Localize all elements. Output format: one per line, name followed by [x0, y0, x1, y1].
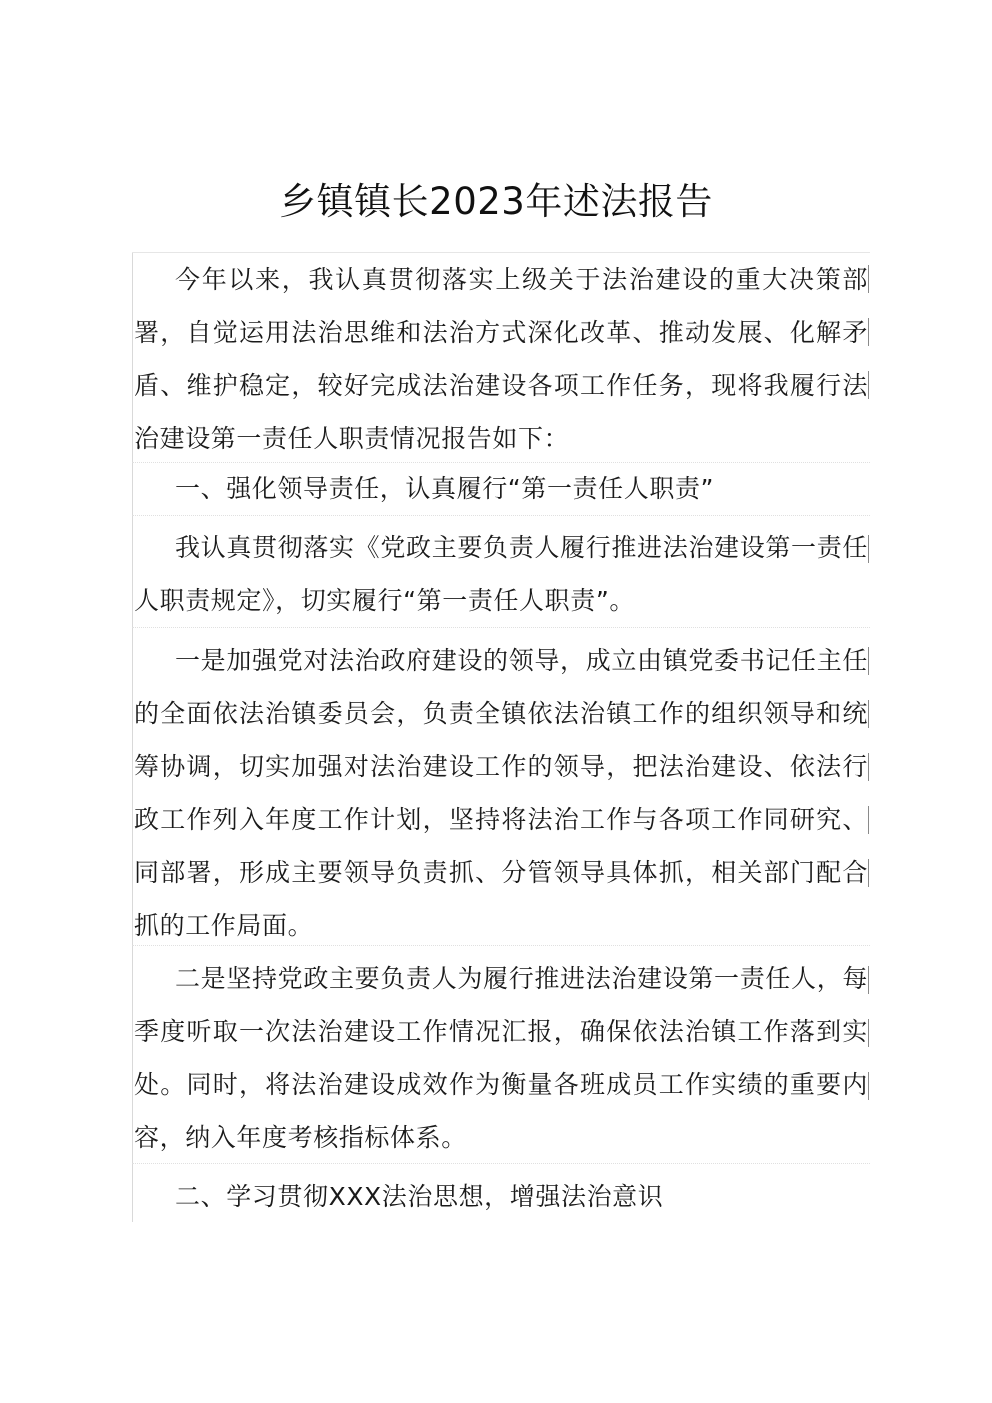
- section-separator: [132, 1163, 870, 1164]
- line-marker: [868, 859, 869, 887]
- line-marker: [868, 806, 869, 834]
- line-marker: [868, 700, 869, 728]
- line-marker: [868, 1019, 869, 1047]
- line-marker: [868, 647, 869, 675]
- heading-section-2: 二、学习贯彻XXX法治思想，增强法治意识: [175, 1182, 664, 1211]
- document-title: 乡镇镇长2023年述法报告: [279, 180, 713, 223]
- heading-section-1: 一、强化领导责任，认真履行“第一责任人职责”: [175, 474, 715, 503]
- paragraph-point-1: 一是加强党对法治政府建设的领导，成立由镇党委书记任主任的全面依法治镇委员会，负责全镇依法治镇工作的组织领导和统筹协调，切实加强对法治建设工作的领导，把法治建设、依法行政工作列入年度工作计划，坚持将法治工作与各项工作同研究、同部署，形成主要领导负责抓、分管领导具体抓，相关部门配合抓的工作局面。: [134, 646, 868, 940]
- paragraph-point-2: 二是坚持党政主要负责人为履行推进法治建设第一责任人，每季度听取一次法治建设工作情况汇报，确保依法治镇工作落到实处。同时，将法治建设成效作为衡量各班成员工作实绩的重要内容，纳入年度考核指标体系。: [134, 964, 868, 1152]
- line-marker: [868, 753, 869, 781]
- line-marker: [868, 1072, 869, 1100]
- line-marker: [868, 966, 869, 994]
- section-separator: [132, 945, 870, 946]
- line-marker: [868, 265, 869, 293]
- section-separator: [132, 627, 870, 628]
- paragraph-intro: 今年以来，我认真贯彻落实上级关于法治建设的重大决策部署，自觉运用法治思维和法治方式深化改革、推动发展、化解矛盾、维护稳定，较好完成法治建设各项工作任务，现将我履行法治建设第一责任人职责情况报告如下：: [134, 265, 868, 453]
- line-marker: [868, 371, 869, 399]
- line-marker: [868, 318, 869, 346]
- section-separator: [132, 515, 870, 516]
- paragraph-regulation: 我认真贯彻落实《党政主要负责人履行推进法治建设第一责任人职责规定》，切实履行“第一责任人职责”。: [134, 533, 868, 615]
- line-marker: [868, 535, 869, 563]
